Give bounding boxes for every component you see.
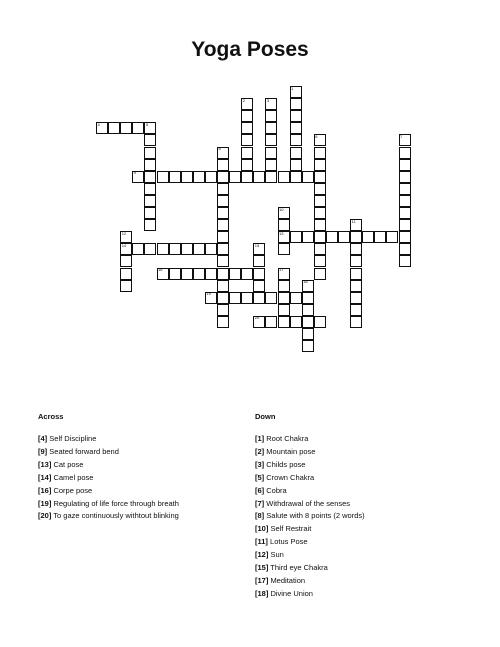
grid-cell[interactable] — [241, 268, 253, 280]
grid-cell[interactable] — [120, 231, 132, 243]
grid-cell[interactable] — [278, 304, 290, 316]
clue-text: Corpe pose — [53, 485, 93, 495]
grid-cell[interactable] — [290, 86, 302, 98]
grid-cell[interactable] — [399, 207, 411, 219]
grid-cell[interactable] — [338, 231, 350, 243]
clue-item — [38, 433, 258, 446]
grid-cell[interactable] — [217, 231, 229, 243]
grid-cell[interactable] — [314, 268, 326, 280]
grid-cell[interactable] — [253, 255, 265, 267]
grid-cell[interactable] — [265, 171, 277, 183]
grid-cell[interactable] — [350, 304, 362, 316]
grid-cell[interactable] — [265, 110, 277, 122]
clue-item — [255, 549, 475, 562]
grid-cell[interactable] — [265, 292, 277, 304]
grid-cell[interactable] — [193, 243, 205, 255]
grid-cell[interactable] — [278, 268, 290, 280]
grid-cell[interactable] — [302, 231, 314, 243]
clue-number: [14] — [38, 472, 52, 482]
grid-cell[interactable] — [144, 195, 156, 207]
grid-cell[interactable] — [120, 280, 132, 292]
clue-item — [255, 510, 475, 523]
cell-number: 14 — [121, 242, 127, 248]
clue-item — [255, 446, 475, 459]
clue-number: [8] — [255, 511, 265, 521]
grid-cell[interactable] — [217, 207, 229, 219]
clue-text: Withdrawal of the senses — [266, 498, 351, 508]
across-heading: Across — [38, 412, 64, 421]
grid-cell[interactable] — [144, 122, 156, 134]
grid-cell[interactable] — [350, 292, 362, 304]
grid-cell[interactable] — [326, 231, 338, 243]
clue-number: [6] — [255, 485, 265, 495]
clue-text: Cobra — [266, 485, 287, 495]
grid-cell[interactable] — [229, 268, 241, 280]
cell-number: 1 — [291, 85, 294, 91]
grid-cell[interactable] — [314, 231, 326, 243]
grid-cell[interactable] — [350, 243, 362, 255]
grid-cell[interactable] — [314, 207, 326, 219]
clue-number: [7] — [255, 498, 265, 508]
grid-cell[interactable] — [399, 171, 411, 183]
grid-cell[interactable] — [399, 219, 411, 231]
grid-cell[interactable] — [241, 110, 253, 122]
clue-item — [255, 575, 475, 588]
grid-cell[interactable] — [314, 316, 326, 328]
clue-item — [255, 485, 475, 498]
grid-cell[interactable] — [314, 255, 326, 267]
clue-text: Salute with 8 points (2 words) — [266, 511, 365, 521]
clue-text: Lotus Pose — [270, 537, 308, 547]
grid-cell[interactable] — [217, 280, 229, 292]
grid-cell[interactable] — [169, 243, 181, 255]
grid-cell[interactable] — [157, 243, 169, 255]
clue-number: [18] — [255, 588, 269, 598]
clue-number: [5] — [255, 472, 265, 482]
grid-cell[interactable] — [278, 207, 290, 219]
clue-number: [10] — [255, 524, 269, 534]
grid-cell[interactable] — [399, 231, 411, 243]
grid-cell[interactable] — [399, 147, 411, 159]
across-clue-list — [38, 433, 258, 523]
grid-cell[interactable] — [253, 292, 265, 304]
grid-cell[interactable] — [302, 292, 314, 304]
grid-cell[interactable] — [386, 231, 398, 243]
grid-cell[interactable] — [96, 122, 108, 134]
grid-cell[interactable] — [169, 268, 181, 280]
grid-cell[interactable] — [302, 280, 314, 292]
clue-text: To gaze continuously withtout blinking — [53, 511, 179, 521]
grid-cell[interactable] — [302, 304, 314, 316]
grid-cell[interactable] — [265, 147, 277, 159]
grid-cell[interactable] — [314, 171, 326, 183]
across-clues — [38, 412, 258, 523]
grid-cell[interactable] — [302, 340, 314, 352]
grid-cell[interactable] — [253, 268, 265, 280]
grid-cell[interactable] — [205, 268, 217, 280]
grid-cell[interactable] — [144, 243, 156, 255]
clue-item — [255, 536, 475, 549]
clue-number: [11] — [255, 537, 268, 547]
clue-text: Seated forward bend — [49, 446, 119, 456]
grid-cell[interactable] — [290, 292, 302, 304]
clue-item — [255, 459, 475, 472]
grid-cell[interactable] — [290, 147, 302, 159]
clue-item — [38, 459, 258, 472]
clue-text: Divine Union — [270, 588, 313, 598]
grid-cell[interactable] — [144, 171, 156, 183]
grid-cell[interactable] — [144, 219, 156, 231]
down-clues — [255, 412, 475, 601]
grid-cell[interactable] — [108, 122, 120, 134]
grid-cell[interactable] — [205, 243, 217, 255]
grid-cell[interactable] — [181, 268, 193, 280]
grid-cell[interactable] — [290, 134, 302, 146]
cell-number: 7 — [400, 133, 403, 139]
grid-cell[interactable] — [157, 268, 169, 280]
clue-text: Crown Chakra — [266, 472, 315, 482]
clue-item — [255, 472, 475, 485]
grid-cell[interactable] — [241, 98, 253, 110]
grid-cell[interactable] — [399, 134, 411, 146]
grid-cell[interactable] — [265, 159, 277, 171]
grid-cell[interactable] — [217, 304, 229, 316]
grid-cell[interactable] — [399, 183, 411, 195]
grid-cell[interactable] — [217, 147, 229, 159]
clue-number: [13] — [38, 459, 52, 469]
cell-number: 4 — [97, 121, 100, 127]
clue-number: [2] — [255, 446, 265, 456]
cell-number: 17 — [279, 267, 284, 272]
grid-cell[interactable] — [374, 231, 386, 243]
clue-number: [9] — [38, 446, 48, 456]
clue-item — [255, 562, 475, 575]
cell-number: 20 — [254, 315, 260, 321]
grid-cell[interactable] — [278, 171, 290, 183]
page-title: Yoga Poses — [191, 38, 309, 61]
grid-cell[interactable] — [205, 292, 217, 304]
clue-text: Camel pose — [53, 472, 94, 482]
grid-cell[interactable] — [132, 171, 144, 183]
cell-number: 12 — [121, 230, 127, 236]
clue-text: Root Chakra — [266, 434, 309, 443]
clue-item — [38, 472, 258, 485]
grid-cell[interactable] — [144, 147, 156, 159]
cell-number: 15 — [254, 242, 260, 248]
grid-cell[interactable] — [302, 171, 314, 183]
grid-cell[interactable] — [181, 243, 193, 255]
clue-number: [4] — [38, 434, 48, 443]
clue-text: Regulating of life force through breath — [53, 498, 179, 508]
clue-number: [12] — [255, 550, 269, 560]
clue-text: Meditation — [270, 575, 306, 585]
clue-item — [255, 523, 475, 536]
clue-item — [255, 498, 475, 511]
clue-item — [38, 446, 258, 459]
grid-cell[interactable] — [120, 122, 132, 134]
clue-text: Sun — [270, 550, 284, 560]
grid-cell[interactable] — [217, 219, 229, 231]
grid-cell[interactable] — [350, 219, 362, 231]
grid-cell[interactable] — [217, 255, 229, 267]
grid-cell[interactable] — [144, 183, 156, 195]
grid-cell[interactable] — [229, 171, 241, 183]
grid-cell[interactable] — [290, 98, 302, 110]
grid-cell[interactable] — [193, 171, 205, 183]
grid-cell[interactable] — [217, 292, 229, 304]
grid-cell[interactable] — [290, 122, 302, 134]
grid-cell[interactable] — [350, 231, 362, 243]
clue-number: [15] — [255, 563, 269, 573]
grid-cell[interactable] — [132, 122, 144, 134]
grid-cell[interactable] — [253, 171, 265, 183]
cell-number: 2 — [242, 97, 245, 103]
grid-cell[interactable] — [241, 171, 253, 183]
cell-number: 13 — [279, 230, 284, 236]
grid-cell[interactable] — [314, 219, 326, 231]
clue-text: Cat pose — [53, 459, 84, 469]
clue-text: Mountain pose — [266, 446, 316, 456]
grid-cell[interactable] — [253, 316, 265, 328]
cell-number: 18 — [303, 279, 308, 285]
grid-cell[interactable] — [205, 171, 217, 183]
cell-number: 3 — [266, 97, 270, 103]
grid-cell[interactable] — [265, 316, 277, 328]
clue-item — [255, 588, 475, 601]
clue-text: Childs pose — [266, 459, 306, 469]
grid-cell[interactable] — [362, 231, 374, 243]
grid-cell[interactable] — [241, 122, 253, 134]
grid-cell[interactable] — [290, 171, 302, 183]
grid-cell[interactable] — [290, 110, 302, 122]
cell-number: 6 — [315, 133, 318, 139]
grid-cell[interactable] — [278, 231, 290, 243]
grid-cell[interactable] — [193, 268, 205, 280]
clue-number: [20] — [38, 511, 52, 521]
grid-cell[interactable] — [181, 171, 193, 183]
grid-cell[interactable] — [217, 159, 229, 171]
grid-cell[interactable] — [350, 268, 362, 280]
clue-text: Self Discipline — [49, 434, 97, 443]
grid-cell[interactable] — [302, 328, 314, 340]
grid-cell[interactable] — [169, 171, 181, 183]
grid-cell[interactable] — [157, 171, 169, 183]
grid-cell[interactable] — [278, 316, 290, 328]
clue-item — [38, 485, 258, 498]
grid-cell[interactable] — [217, 195, 229, 207]
grid-cell[interactable] — [132, 243, 144, 255]
grid-cell[interactable] — [399, 195, 411, 207]
grid-cell[interactable] — [265, 134, 277, 146]
grid-cell[interactable] — [399, 255, 411, 267]
grid-cell[interactable] — [229, 292, 241, 304]
cell-number: 11 — [351, 218, 356, 224]
grid-cell[interactable] — [290, 159, 302, 171]
grid-cell[interactable] — [120, 243, 132, 255]
grid-cell[interactable] — [253, 243, 265, 255]
grid-cell[interactable] — [314, 134, 326, 146]
cell-number: 19 — [206, 291, 211, 297]
down-clue-list — [255, 433, 475, 601]
grid-cell[interactable] — [350, 280, 362, 292]
clue-item — [38, 498, 258, 511]
grid-cell[interactable] — [314, 159, 326, 171]
grid-cell[interactable] — [265, 122, 277, 134]
grid-cell[interactable] — [399, 159, 411, 171]
clue-number: [16] — [38, 485, 52, 495]
grid-cell[interactable] — [314, 195, 326, 207]
grid-cell[interactable] — [217, 171, 229, 183]
grid-cell[interactable] — [217, 183, 229, 195]
grid-cell[interactable] — [120, 255, 132, 267]
grid-cell[interactable] — [265, 98, 277, 110]
cell-number: 16 — [158, 267, 163, 272]
grid-cell[interactable] — [241, 159, 253, 171]
grid-cell[interactable] — [314, 243, 326, 255]
grid-cell[interactable] — [144, 134, 156, 146]
grid-cell[interactable] — [350, 316, 362, 328]
grid-cell[interactable] — [350, 255, 362, 267]
grid-cell[interactable] — [314, 147, 326, 159]
clue-text: Self Restrait — [270, 524, 312, 534]
cell-number: 5 — [145, 121, 149, 127]
grid-cell[interactable] — [278, 219, 290, 231]
clue-number: [1] — [255, 434, 265, 443]
grid-cell[interactable] — [399, 243, 411, 255]
grid-cell[interactable] — [278, 280, 290, 292]
clue-item — [255, 433, 475, 446]
cell-number: 10 — [279, 206, 284, 212]
grid-cell[interactable] — [120, 268, 132, 280]
grid-cell[interactable] — [241, 292, 253, 304]
clue-item — [38, 510, 258, 523]
cell-number: 8 — [218, 146, 221, 151]
clue-number: [19] — [38, 498, 52, 508]
grid-cell[interactable] — [314, 183, 326, 195]
grid-cell[interactable] — [290, 316, 302, 328]
grid-cell[interactable] — [290, 231, 302, 243]
grid-cell[interactable] — [241, 147, 253, 159]
grid-cell[interactable] — [241, 134, 253, 146]
grid-cell[interactable] — [302, 316, 314, 328]
grid-cell[interactable] — [278, 243, 290, 255]
grid-cell[interactable] — [217, 243, 229, 255]
down-heading: Down — [255, 412, 276, 421]
clue-number: [3] — [255, 459, 265, 469]
grid-cell[interactable] — [144, 159, 156, 171]
grid-cell[interactable] — [217, 268, 229, 280]
grid-cell[interactable] — [278, 292, 290, 304]
cell-number: 9 — [133, 170, 137, 176]
grid-cell[interactable] — [253, 280, 265, 292]
clue-number: [17] — [255, 575, 269, 585]
grid-cell[interactable] — [217, 316, 229, 328]
clue-text: Third eye Chakra — [270, 563, 328, 573]
grid-cell[interactable] — [144, 207, 156, 219]
